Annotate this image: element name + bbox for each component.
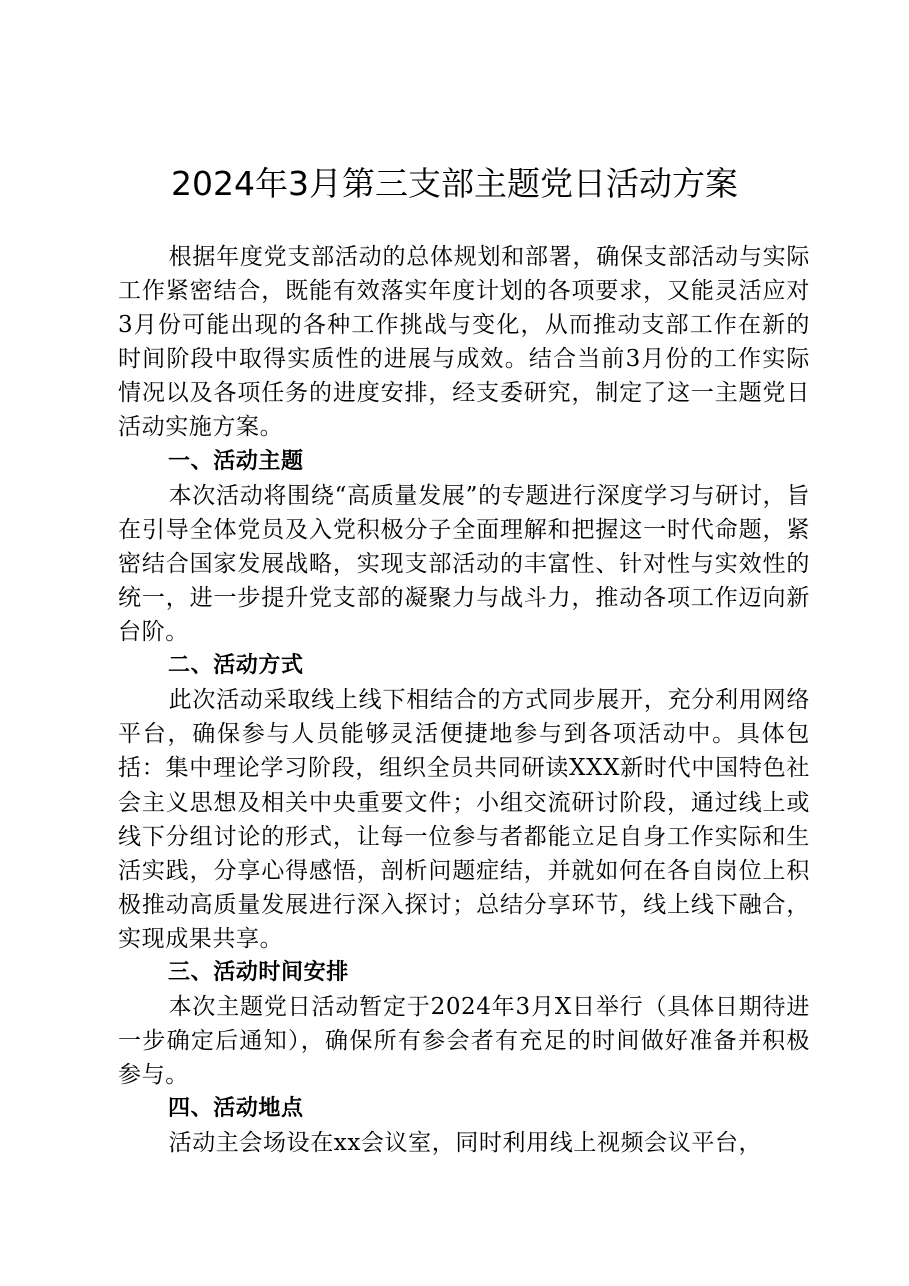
section-heading-theme: 一、活动主题 bbox=[168, 448, 304, 474]
section-heading-location: 四、活动地点 bbox=[168, 1096, 304, 1122]
section-text-method: 此次活动采取线上线下相结合的方式同步展开，充分利用网络平台，确保参与人员能够灵活便捷地参与到各项活动中。具体包括：集中理论学习阶段，组织全员共同研读XXX新时代中国特色社会主义思想及相关中央重要文件；小组交流研讨阶段，通过线上或线下分组讨论的形式，让每一位参与者都能立足自身工作实际和生活实践，分享心得感悟，剖析问题症结，并就如何在各自岗位上积极推动高质量发展进行深入探讨；总结分享环节，线上线下融合，实现成果共享。 bbox=[118, 687, 810, 952]
section-heading-schedule: 三、活动时间安排 bbox=[168, 959, 349, 985]
intro-paragraph: 根据年度党支部活动的总体规划和部署，确保支部活动与实际工作紧密结合，既能有效落实年度计划的各项要求，又能灵活应对3月份可能出现的各种工作挑战与变化，从而推动支部工作在新的时间阶段中取得实质性的进展与成效。结合当前3月份的工作实际情况以及各项任务的进度安排，经支委研究，制定了这一主题党日活动实施方案。 bbox=[118, 244, 810, 441]
section-text-location: 活动主会场设在xx会议室，同时利用线上视频会议平台， bbox=[168, 1130, 763, 1157]
section-text-schedule: 本次主题党日活动暂定于2024年3月X日举行（具体日期待进一步确定后通知），确保所有参会者有充足的时间做好准备并积极参与。 bbox=[118, 994, 810, 1089]
section-text-theme: 本次活动将围绕“高质量发展”的专题进行深度学习与研讨，旨在引导全体党员及入党积极分子全面理解和把握这一时代命题，紧密结合国家发展战略，实现支部活动的丰富性、针对性与实效性的统一，进一步提升党支部的凝聚力与战斗力，推动各项工作迈向新台阶。 bbox=[118, 482, 810, 646]
section-heading-method: 二、活动方式 bbox=[168, 653, 304, 679]
document-body bbox=[118, 240, 810, 1161]
document-title: 2024年3月第三支部主题党日活动方案 bbox=[171, 164, 738, 203]
